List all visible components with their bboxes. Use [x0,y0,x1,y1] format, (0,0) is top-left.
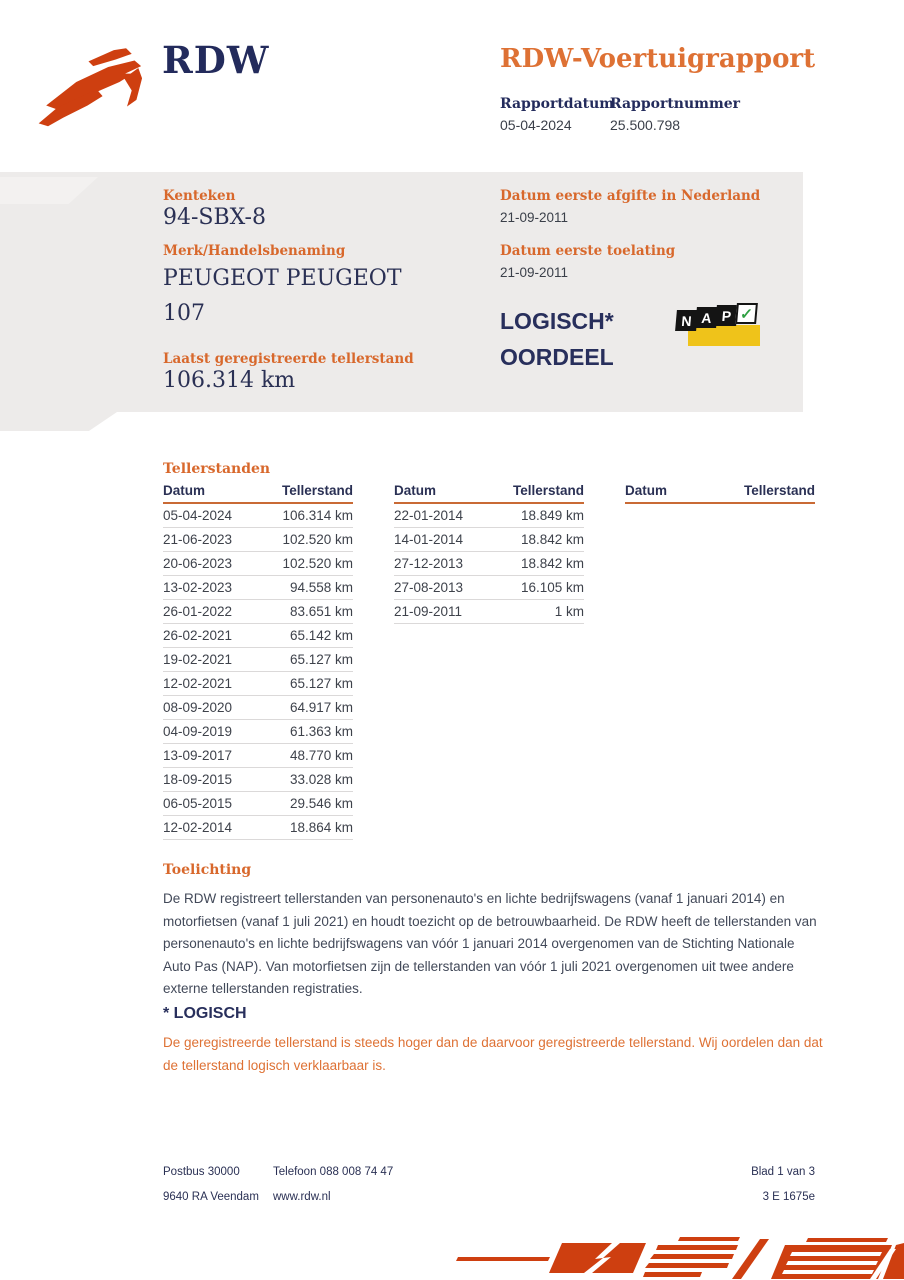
reading-km: 18.842 km [520,556,584,571]
reading-date: 26-02-2021 [163,628,233,643]
report-number-block [610,96,740,133]
reading-date: 19-02-2021 [163,652,233,667]
nap-logo [676,303,768,357]
table-row [163,528,353,552]
table-row [163,816,353,840]
reading-km: 29.546 km [289,796,353,811]
nap-yellow-bar [688,325,760,346]
reading-km: 16.105 km [520,580,584,595]
table-row [394,504,584,528]
nap-letter-a: A [695,307,718,328]
panel-bottom-tab [0,412,117,431]
tellerstanden-heading: Tellerstanden [163,461,271,477]
table-row [163,792,353,816]
reading-date: 21-09-2011 [394,604,463,619]
reading-date: 26-01-2022 [163,604,233,619]
col-tellerstand: Tellerstand [743,483,815,498]
reading-km: 102.520 km [282,556,353,571]
oordeel-verdict [500,303,614,375]
reading-km: 65.127 km [289,652,353,667]
datum-afgifte-value: 21-09-2011 [500,210,569,225]
reading-date: 12-02-2014 [163,820,233,835]
tellerstanden-tables [163,483,815,840]
laatste-tellerstand-label: Laatst geregistreerde tellerstand [163,351,414,367]
col-datum: Datum [394,483,437,498]
verdict-line2: OORDEEL [500,344,614,370]
merk-value: PEUGEOT PEUGEOT 107 [163,266,402,326]
report-date-label: Rapportdatum [500,96,615,112]
col-tellerstand: Tellerstand [512,483,584,498]
table-body [163,504,353,840]
col-tellerstand: Tellerstand [281,483,353,498]
table-header [163,483,353,504]
nap-checkmark-icon: ✓ [735,303,758,324]
reading-date: 04-09-2019 [163,724,233,739]
footer-city: 9640 RA Veendam [163,1191,259,1203]
reading-km: 61.363 km [289,724,353,739]
tellerstanden-column-2 [394,483,584,840]
reading-date: 05-04-2024 [163,508,233,523]
reading-date: 27-08-2013 [394,580,464,595]
reading-date: 18-09-2015 [163,772,233,787]
reading-km: 65.142 km [289,628,353,643]
rdw-wordmark: RDW [162,38,270,82]
reading-date: 08-09-2020 [163,700,233,715]
table-row [163,672,353,696]
table-row [163,552,353,576]
table-row [163,648,353,672]
reading-date: 27-12-2013 [394,556,464,571]
table-row [394,576,584,600]
datum-toelating-label: Datum eerste toelating [500,243,676,259]
reading-km: 64.917 km [289,700,353,715]
table-row [394,552,584,576]
nap-letter-n: N [675,310,698,331]
rdw-stripes-decoration [440,1237,904,1280]
table-row [163,624,353,648]
merk-label: Merk/Handelsbenaming [163,243,346,259]
report-meta [500,96,740,133]
footer-website-link: www.rdw.nl [273,1191,331,1203]
col-datum: Datum [625,483,668,498]
nap-letter-p: P [715,305,738,326]
reading-km: 48.770 km [289,748,353,763]
reading-date: 13-09-2017 [163,748,233,763]
verdict-line1: LOGISCH* [500,308,614,334]
logisch-heading: * LOGISCH [163,1005,247,1022]
toelichting-text: De RDW registreert tellerstanden van personenauto's en lichte bedrijfswagens (vanaf 1 januari 2014) en motorfietsen (vanaf 1 juli 2021) en houdt toezicht op de betrouwbaarheid. De RDW heeft de tellerstanden van personenauto's en lichte bedrijfswagens van vóór 1 januari 2014 overgenomen van de Stichting Nationale Auto Pas (NAP). Van motorfietsen zijn de tellerstanden van vóór 1 juli 2021 overgenomen uit twee andere externe tellerstanden registraties. [163,891,817,996]
reading-km: 18.842 km [520,532,584,547]
report-date-block [500,96,615,133]
table-row [163,744,353,768]
reading-km: 1 km [554,604,584,619]
table-row [163,720,353,744]
table-row [163,504,353,528]
reading-km: 83.651 km [289,604,353,619]
laatste-tellerstand-value: 106.314 km [163,368,296,393]
datum-toelating-value: 21-09-2011 [500,265,569,280]
reading-km: 102.520 km [282,532,353,547]
reading-date: 21-06-2023 [163,532,233,547]
reading-date: 14-01-2014 [394,532,464,547]
col-datum: Datum [163,483,206,498]
rdw-bird-logo-icon [34,36,158,130]
kenteken-value: 94-SBX-8 [163,205,266,230]
reading-km: 94.558 km [289,580,353,595]
report-date-value: 05-04-2024 [500,117,572,133]
table-row [394,600,584,624]
table-row [163,600,353,624]
kenteken-label: Kenteken [163,188,236,204]
footer-postbus: Postbus 30000 [163,1166,240,1178]
tellerstanden-column-1 [163,483,353,840]
table-row [163,576,353,600]
report-number-label: Rapportnummer [610,96,741,112]
reading-km: 18.864 km [289,820,353,835]
reading-km: 65.127 km [289,676,353,691]
reading-date: 22-01-2014 [394,508,464,523]
table-row [163,696,353,720]
reading-km: 33.028 km [289,772,353,787]
table-header [394,483,584,504]
reading-date: 06-05-2015 [163,796,233,811]
logisch-explanation-text: De geregistreerde tellerstand is steeds hoger dan de daarvoor geregistreerde tellerstand. Wij oordelen dan dat de tellerstand logisch verklaarbaar is. [163,1035,823,1073]
reading-date: 20-06-2023 [163,556,233,571]
report-number-value: 25.500.798 [610,117,681,133]
reading-date: 12-02-2021 [163,676,233,691]
table-row [394,528,584,552]
footer-doc-code: 3 E 1675e [762,1191,815,1203]
footer-phone: Telefoon 088 008 74 47 [273,1166,394,1178]
reading-km: 18.849 km [520,508,584,523]
table-header [625,483,815,504]
footer-page-number: Blad 1 van 3 [751,1166,815,1178]
reading-date: 13-02-2023 [163,580,233,595]
datum-afgifte-label: Datum eerste afgifte in Nederland [500,188,761,204]
page-title: RDW-Voertuigrapport [500,44,816,74]
toelichting-heading: Toelichting [163,862,252,878]
tellerstanden-column-3 [625,483,815,840]
table-row [163,768,353,792]
table-body [394,504,584,624]
reading-km: 106.314 km [282,508,353,523]
